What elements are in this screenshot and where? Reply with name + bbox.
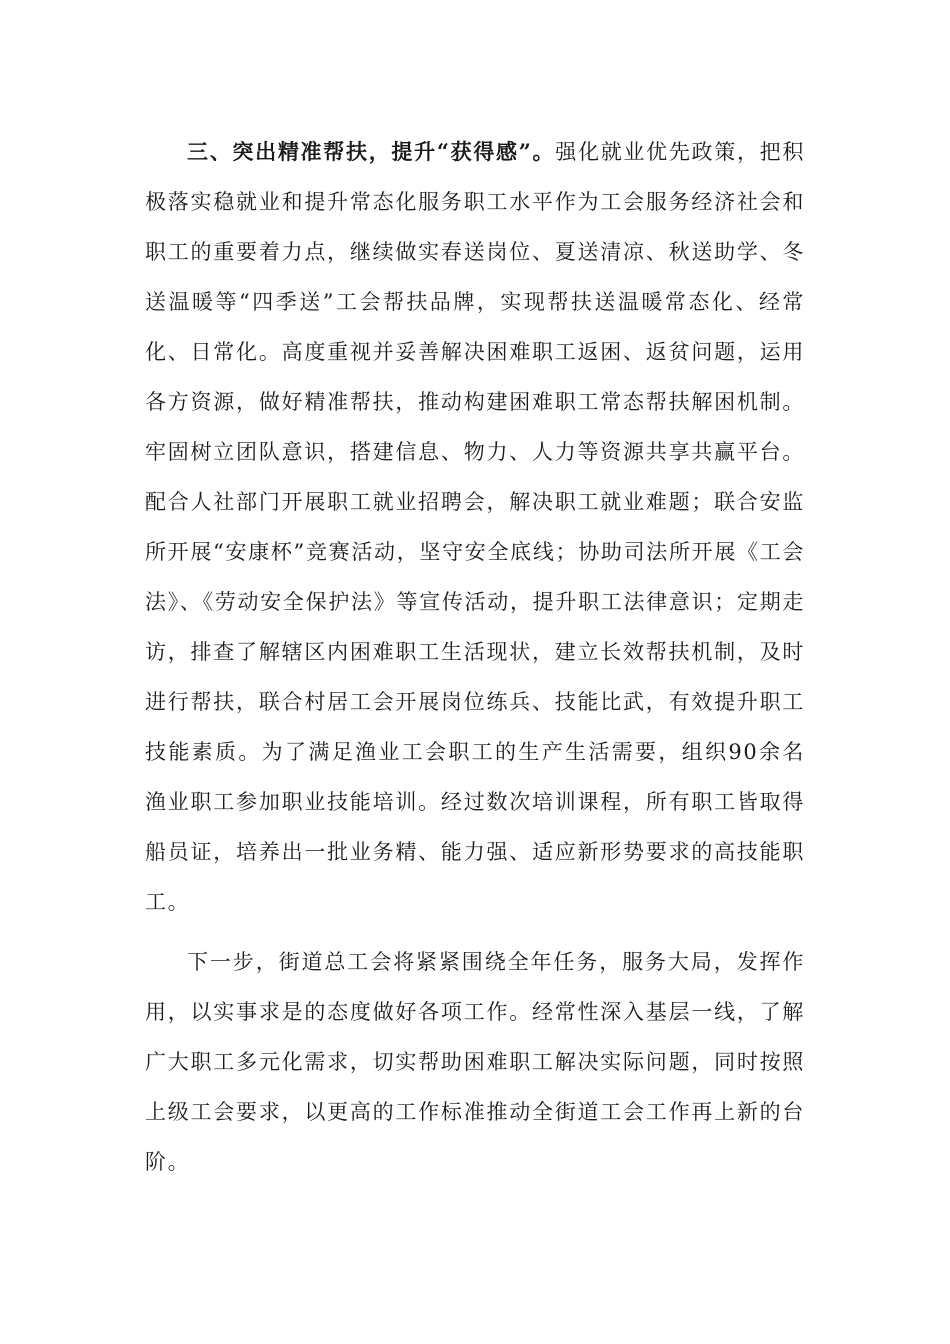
paragraph-next-steps xyxy=(145,937,805,1187)
paragraph-precise-assistance xyxy=(145,127,805,927)
document-page xyxy=(145,127,805,1187)
section-heading: 三、突出精准帮扶，提升“获得感”。 xyxy=(187,139,556,164)
paragraph-body: 下一步，街道总工会将紧紧围绕全年任务，服务大局，发挥作用，以实事求是的态度做好各项工作。经常性深入基层一线，了解广大职工多元化需求，切实帮助困难职工解决实际问题，同时按照上级工会要求，以更高的工作标准推动全街道工会工作再上新的台阶。 xyxy=(145,950,805,1174)
paragraph-body: 强化就业优先政策，把积极落实稳就业和提升常态化服务职工水平作为工会服务经济社会和职工的重要着力点，继续做实春送岗位、夏送清凉、秋送助学、冬送温暖等“四季送”工会帮扶品牌，实现帮扶送温暖常态化、经常化、日常化。高度重视并妥善解决困难职工返困、返贫问题，运用各方资源，做好精准帮扶，推动构建困难职工常态帮扶解困机制。牢固树立团队意识，搭建信息、物力、人力等资源共享共赢平台。配合人社部门开展职工就业招聘会，解决职工就业难题；联合安监所开展“安康杯”竞赛活动，坚守安全底线；协助司法所开展《工会法》、《劳动安全保护法》等宣传活动，提升职工法律意识；定期走访，排查了解辖区内困难职工生活现状，建立长效帮扶机制，及时进行帮扶，联合村居工会开展岗位练兵、技能比武，有效提升职工技能素质。为了满足渔业工会职工的生产生活需要，组织90余名渔业职工参加职业技能培训。经过数次培训课程，所有职工皆取得船员证，培养出一批业务精、能力强、适应新形势要求的高技能职工。 xyxy=(145,140,805,914)
